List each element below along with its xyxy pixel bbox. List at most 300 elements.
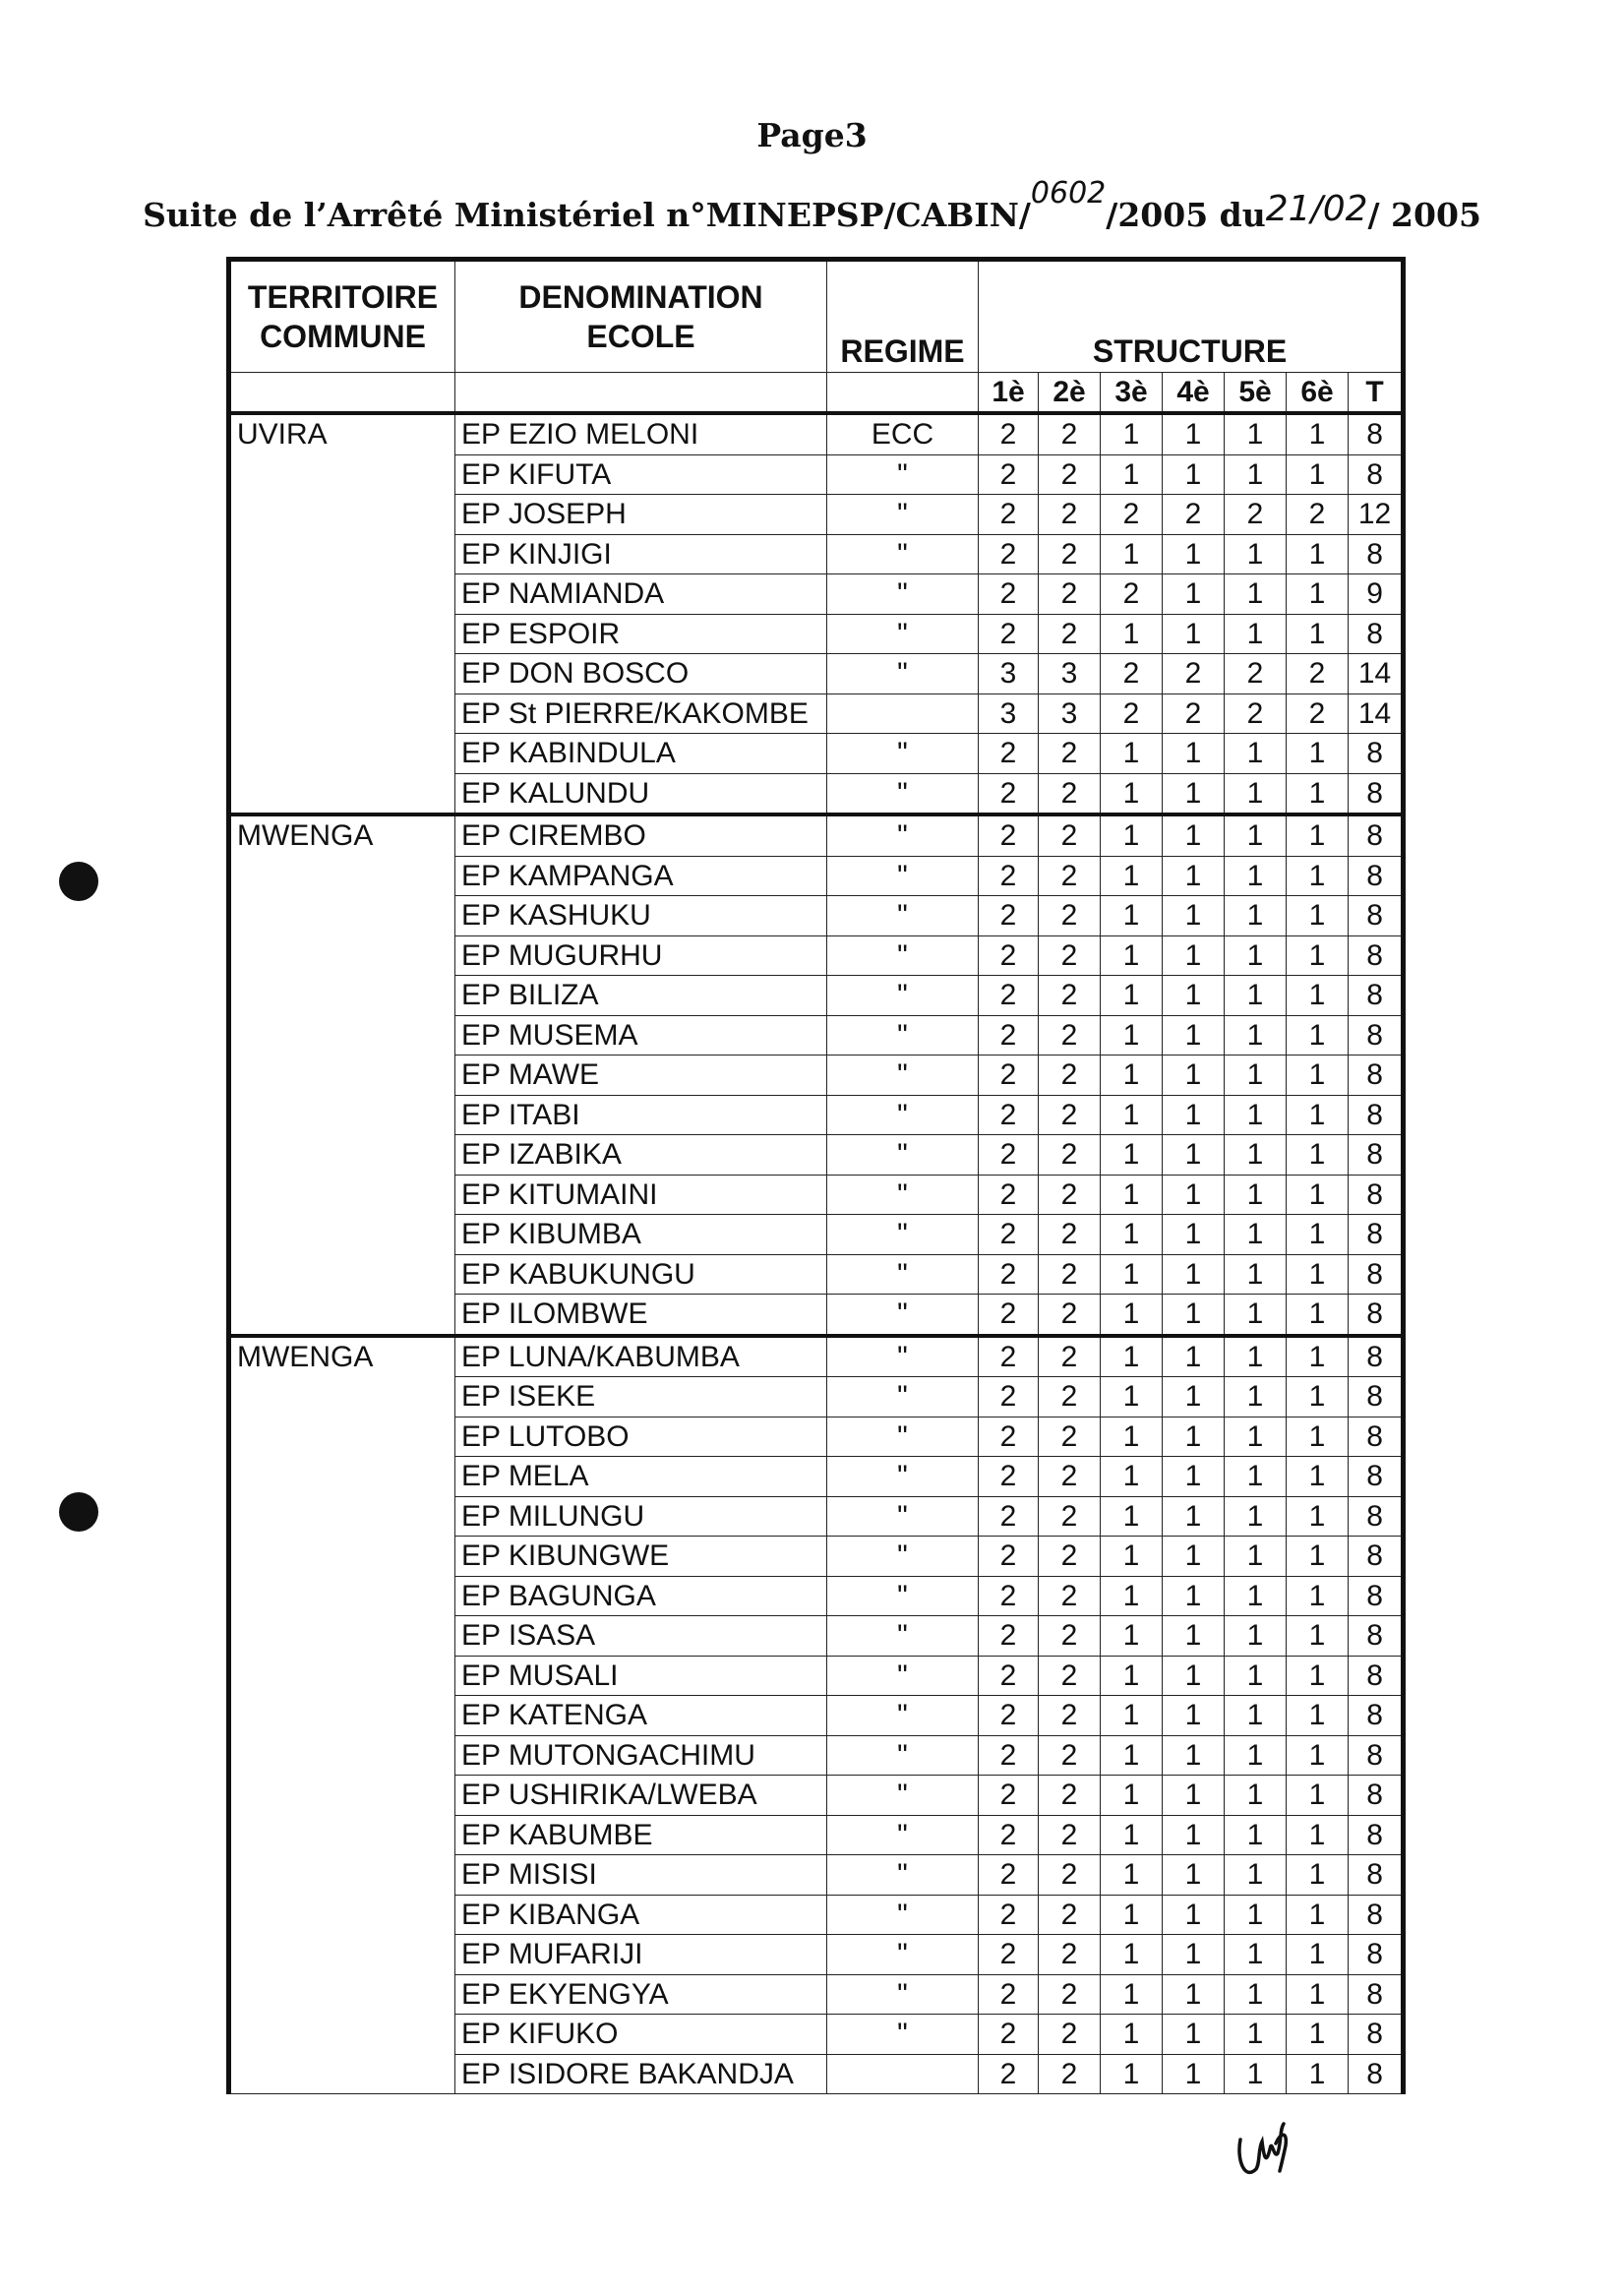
structure-cell-4e: 1 xyxy=(1163,1576,1225,1616)
structure-cell-3e: 1 xyxy=(1101,1616,1163,1657)
structure-cell-5e: 1 xyxy=(1225,1815,1287,1855)
structure-cell-4e: 1 xyxy=(1163,1735,1225,1776)
school-name-cell: EP JOSEPH xyxy=(455,495,827,535)
structure-cell-4e: 1 xyxy=(1163,614,1225,654)
structure-cell-total: 8 xyxy=(1349,1336,1404,1377)
structure-cell-6e: 1 xyxy=(1287,1735,1349,1776)
school-name-cell: EP KIBUMBA xyxy=(455,1215,827,1255)
regime-cell: " xyxy=(827,1135,979,1176)
structure-cell-2e: 2 xyxy=(1039,814,1101,856)
structure-cell-3e: 1 xyxy=(1101,856,1163,896)
decree-date-separator: / xyxy=(1310,189,1323,229)
structure-cell-total: 8 xyxy=(1349,1576,1404,1616)
structure-cell-3e: 2 xyxy=(1101,694,1163,734)
structure-cell-5e: 1 xyxy=(1225,1417,1287,1457)
structure-cell-2e: 2 xyxy=(1039,1815,1101,1855)
structure-cell-2e: 2 xyxy=(1039,534,1101,574)
structure-cell-3e: 1 xyxy=(1101,1815,1163,1855)
school-name-cell: EP EKYENGYA xyxy=(455,1974,827,2015)
punch-hole xyxy=(59,862,98,901)
table-body xyxy=(229,413,1404,2094)
structure-cell-1e: 2 xyxy=(979,1056,1039,1096)
structure-cell-5e: 1 xyxy=(1225,896,1287,936)
structure-cell-6e: 1 xyxy=(1287,1135,1349,1176)
school-name-cell: EP MUSALI xyxy=(455,1656,827,1696)
school-name-cell: EP CIREMBO xyxy=(455,814,827,856)
page-title: Page3 xyxy=(756,116,868,154)
structure-cell-2e: 2 xyxy=(1039,935,1101,976)
structure-cell-4e: 1 xyxy=(1163,814,1225,856)
structure-cell-total: 8 xyxy=(1349,773,1404,814)
structure-cell-2e: 2 xyxy=(1039,896,1101,936)
structure-cell-6e: 2 xyxy=(1287,654,1349,694)
structure-cell-5e: 1 xyxy=(1225,1735,1287,1776)
school-name-cell: EP BAGUNGA xyxy=(455,1576,827,1616)
regime-cell: " xyxy=(827,1295,979,1336)
structure-cell-3e: 1 xyxy=(1101,2054,1163,2094)
structure-cell-total: 8 xyxy=(1349,1015,1404,1056)
table-row xyxy=(229,1336,1404,1377)
school-name-cell: EP St PIERRE/KAKOMBE xyxy=(455,694,827,734)
structure-cell-4e: 1 xyxy=(1163,1215,1225,1255)
structure-cell-2e: 2 xyxy=(1039,413,1101,454)
header-denomination-ecole xyxy=(455,260,827,373)
structure-cell-3e: 1 xyxy=(1101,1056,1163,1096)
structure-cell-6e: 1 xyxy=(1287,1377,1349,1417)
regime-cell: " xyxy=(827,1175,979,1215)
structure-cell-3e: 1 xyxy=(1101,773,1163,814)
structure-cell-3e: 1 xyxy=(1101,413,1163,454)
structure-cell-4e: 1 xyxy=(1163,1815,1225,1855)
structure-cell-total: 8 xyxy=(1349,1254,1404,1295)
header-col-2e: 2è xyxy=(1039,373,1101,414)
structure-cell-total: 8 xyxy=(1349,1457,1404,1497)
structure-cell-3e: 1 xyxy=(1101,1254,1163,1295)
structure-cell-5e: 1 xyxy=(1225,1895,1287,1935)
structure-cell-2e: 3 xyxy=(1039,694,1101,734)
handwritten-initials xyxy=(1234,2120,1313,2189)
regime-cell: " xyxy=(827,856,979,896)
structure-cell-5e: 1 xyxy=(1225,935,1287,976)
structure-cell-total: 8 xyxy=(1349,1095,1404,1135)
regime-cell: " xyxy=(827,495,979,535)
structure-cell-6e: 1 xyxy=(1287,976,1349,1016)
structure-cell-5e: 1 xyxy=(1225,1457,1287,1497)
structure-cell-4e: 1 xyxy=(1163,1496,1225,1537)
structure-cell-3e: 1 xyxy=(1101,2015,1163,2055)
school-name-cell: EP KIBUNGWE xyxy=(455,1537,827,1577)
structure-cell-4e: 1 xyxy=(1163,1895,1225,1935)
regime-cell xyxy=(827,694,979,734)
structure-cell-4e: 2 xyxy=(1163,694,1225,734)
structure-cell-total: 8 xyxy=(1349,1776,1404,1816)
school-name-cell: EP ILOMBWE xyxy=(455,1295,827,1336)
structure-cell-1e: 2 xyxy=(979,1175,1039,1215)
structure-cell-total: 8 xyxy=(1349,2054,1404,2094)
structure-cell-total: 8 xyxy=(1349,935,1404,976)
structure-cell-4e: 1 xyxy=(1163,1135,1225,1176)
structure-cell-3e: 2 xyxy=(1101,495,1163,535)
structure-cell-2e: 2 xyxy=(1039,1895,1101,1935)
structure-cell-total: 8 xyxy=(1349,413,1404,454)
regime-cell: ECC xyxy=(827,413,979,454)
structure-cell-1e: 2 xyxy=(979,454,1039,495)
structure-cell-1e: 2 xyxy=(979,2054,1039,2094)
structure-cell-3e: 1 xyxy=(1101,1135,1163,1176)
structure-cell-4e: 1 xyxy=(1163,1616,1225,1657)
structure-cell-1e: 2 xyxy=(979,896,1039,936)
structure-cell-2e: 2 xyxy=(1039,1776,1101,1816)
structure-cell-2e: 2 xyxy=(1039,1496,1101,1537)
structure-cell-5e: 1 xyxy=(1225,1776,1287,1816)
structure-cell-3e: 1 xyxy=(1101,1175,1163,1215)
structure-cell-4e: 1 xyxy=(1163,734,1225,774)
school-name-cell: EP MUSEMA xyxy=(455,1015,827,1056)
structure-cell-6e: 1 xyxy=(1287,574,1349,615)
structure-cell-2e: 2 xyxy=(1039,1015,1101,1056)
structure-cell-6e: 1 xyxy=(1287,1095,1349,1135)
structure-cell-5e: 1 xyxy=(1225,1935,1287,1975)
structure-cell-1e: 2 xyxy=(979,1336,1039,1377)
structure-cell-5e: 1 xyxy=(1225,1576,1287,1616)
structure-cell-3e: 1 xyxy=(1101,1417,1163,1457)
structure-cell-2e: 2 xyxy=(1039,976,1101,1016)
header-col-total: T xyxy=(1349,373,1404,414)
regime-cell: " xyxy=(827,1616,979,1657)
structure-cell-total: 8 xyxy=(1349,896,1404,936)
structure-cell-total: 8 xyxy=(1349,734,1404,774)
structure-cell-2e: 2 xyxy=(1039,2015,1101,2055)
structure-cell-total: 8 xyxy=(1349,1696,1404,1736)
regime-cell: " xyxy=(827,1895,979,1935)
structure-cell-6e: 1 xyxy=(1287,2054,1349,2094)
structure-cell-5e: 1 xyxy=(1225,454,1287,495)
structure-cell-total: 8 xyxy=(1349,1496,1404,1537)
punch-hole xyxy=(59,1492,98,1532)
structure-cell-1e: 2 xyxy=(979,1295,1039,1336)
header-commune: COMMUNE xyxy=(260,319,426,354)
structure-cell-3e: 1 xyxy=(1101,1015,1163,1056)
decree-reference xyxy=(0,176,1624,235)
structure-cell-5e: 2 xyxy=(1225,654,1287,694)
regime-cell: " xyxy=(827,1336,979,1377)
structure-cell-6e: 1 xyxy=(1287,1336,1349,1377)
decree-number-handwritten: 0602 xyxy=(1030,176,1107,211)
structure-cell-6e: 1 xyxy=(1287,454,1349,495)
structure-cell-5e: 1 xyxy=(1225,2054,1287,2094)
structure-cell-5e: 1 xyxy=(1225,814,1287,856)
structure-cell-1e: 2 xyxy=(979,1496,1039,1537)
structure-cell-total: 8 xyxy=(1349,856,1404,896)
structure-cell-6e: 1 xyxy=(1287,1656,1349,1696)
structure-cell-1e: 2 xyxy=(979,1377,1039,1417)
structure-cell-total: 8 xyxy=(1349,1417,1404,1457)
structure-cell-4e: 1 xyxy=(1163,2054,1225,2094)
regime-cell: " xyxy=(827,574,979,615)
school-name-cell: EP KIFUKO xyxy=(455,2015,827,2055)
structure-cell-4e: 1 xyxy=(1163,454,1225,495)
header-col-1e: 1è xyxy=(979,373,1039,414)
structure-cell-3e: 1 xyxy=(1101,1095,1163,1135)
structure-cell-2e: 2 xyxy=(1039,1735,1101,1776)
header-col-6e: 6è xyxy=(1287,373,1349,414)
territoire-cell: MWENGA xyxy=(229,1336,455,2094)
structure-cell-3e: 1 xyxy=(1101,1696,1163,1736)
structure-cell-1e: 2 xyxy=(979,976,1039,1016)
school-name-cell: EP KIBANGA xyxy=(455,1895,827,1935)
structure-cell-4e: 1 xyxy=(1163,2015,1225,2055)
structure-cell-3e: 1 xyxy=(1101,1336,1163,1377)
structure-cell-6e: 1 xyxy=(1287,1855,1349,1896)
structure-cell-4e: 1 xyxy=(1163,1417,1225,1457)
structure-cell-6e: 1 xyxy=(1287,1457,1349,1497)
structure-cell-2e: 2 xyxy=(1039,1095,1101,1135)
structure-cell-5e: 2 xyxy=(1225,495,1287,535)
structure-cell-1e: 2 xyxy=(979,856,1039,896)
school-name-cell: EP USHIRIKA/LWEBA xyxy=(455,1776,827,1816)
territoire-cell: UVIRA xyxy=(229,413,455,814)
structure-cell-6e: 1 xyxy=(1287,1537,1349,1577)
structure-cell-4e: 1 xyxy=(1163,1696,1225,1736)
structure-cell-3e: 1 xyxy=(1101,896,1163,936)
structure-cell-1e: 3 xyxy=(979,694,1039,734)
structure-cell-6e: 1 xyxy=(1287,1616,1349,1657)
structure-cell-6e: 1 xyxy=(1287,534,1349,574)
structure-cell-1e: 2 xyxy=(979,1895,1039,1935)
structure-cell-6e: 1 xyxy=(1287,1815,1349,1855)
structure-cell-6e: 1 xyxy=(1287,814,1349,856)
structure-cell-1e: 2 xyxy=(979,814,1039,856)
structure-cell-2e: 2 xyxy=(1039,1457,1101,1497)
structure-cell-5e: 1 xyxy=(1225,1295,1287,1336)
structure-cell-5e: 2 xyxy=(1225,694,1287,734)
structure-cell-4e: 1 xyxy=(1163,896,1225,936)
structure-cell-2e: 2 xyxy=(1039,1616,1101,1657)
regime-cell: " xyxy=(827,2015,979,2055)
regime-cell: " xyxy=(827,1815,979,1855)
structure-cell-5e: 1 xyxy=(1225,1656,1287,1696)
regime-cell: " xyxy=(827,1537,979,1577)
structure-cell-1e: 2 xyxy=(979,935,1039,976)
structure-cell-6e: 1 xyxy=(1287,856,1349,896)
structure-cell-1e: 2 xyxy=(979,2015,1039,2055)
structure-cell-total: 8 xyxy=(1349,1175,1404,1215)
regime-cell: " xyxy=(827,976,979,1016)
regime-cell: " xyxy=(827,1935,979,1975)
structure-cell-3e: 1 xyxy=(1101,1855,1163,1896)
regime-cell: " xyxy=(827,1974,979,2015)
header-territoire-commune xyxy=(229,260,455,373)
structure-cell-total: 9 xyxy=(1349,574,1404,615)
structure-cell-total: 8 xyxy=(1349,1735,1404,1776)
structure-cell-5e: 1 xyxy=(1225,1254,1287,1295)
structure-cell-5e: 1 xyxy=(1225,1696,1287,1736)
structure-cell-4e: 1 xyxy=(1163,856,1225,896)
structure-cell-2e: 2 xyxy=(1039,1336,1101,1377)
structure-cell-6e: 1 xyxy=(1287,896,1349,936)
structure-cell-3e: 1 xyxy=(1101,1295,1163,1336)
structure-cell-2e: 2 xyxy=(1039,734,1101,774)
school-name-cell: EP KATENGA xyxy=(455,1696,827,1736)
school-name-cell: EP ISASA xyxy=(455,1616,827,1657)
structure-cell-3e: 1 xyxy=(1101,454,1163,495)
structure-cell-3e: 1 xyxy=(1101,1537,1163,1577)
structure-cell-2e: 2 xyxy=(1039,495,1101,535)
school-name-cell: EP LUTOBO xyxy=(455,1417,827,1457)
decree-prefix: Suite de l’Arrêté Ministériel n°MINEPSP/CABIN/ xyxy=(143,196,1031,234)
regime-cell: " xyxy=(827,1457,979,1497)
structure-cell-1e: 2 xyxy=(979,1696,1039,1736)
structure-cell-6e: 1 xyxy=(1287,1696,1349,1736)
structure-cell-total: 8 xyxy=(1349,1537,1404,1577)
structure-cell-3e: 1 xyxy=(1101,1656,1163,1696)
school-name-cell: EP MUFARIJI xyxy=(455,1935,827,1975)
regime-cell: " xyxy=(827,1254,979,1295)
structure-cell-1e: 2 xyxy=(979,413,1039,454)
structure-cell-4e: 1 xyxy=(1163,1776,1225,1816)
header-structure: STRUCTURE xyxy=(979,260,1404,373)
structure-cell-5e: 1 xyxy=(1225,2015,1287,2055)
regime-cell: " xyxy=(827,1417,979,1457)
structure-cell-3e: 1 xyxy=(1101,1935,1163,1975)
structure-cell-1e: 2 xyxy=(979,1417,1039,1457)
structure-cell-3e: 1 xyxy=(1101,734,1163,774)
structure-cell-6e: 1 xyxy=(1287,1576,1349,1616)
structure-cell-4e: 1 xyxy=(1163,1095,1225,1135)
structure-cell-total: 8 xyxy=(1349,454,1404,495)
structure-cell-5e: 1 xyxy=(1225,1855,1287,1896)
structure-cell-total: 8 xyxy=(1349,1135,1404,1176)
structure-cell-3e: 1 xyxy=(1101,814,1163,856)
structure-cell-4e: 2 xyxy=(1163,654,1225,694)
structure-cell-3e: 1 xyxy=(1101,1496,1163,1537)
structure-cell-1e: 2 xyxy=(979,1974,1039,2015)
structure-cell-total: 8 xyxy=(1349,1295,1404,1336)
school-name-cell: EP MUGURHU xyxy=(455,935,827,976)
structure-cell-2e: 2 xyxy=(1039,454,1101,495)
structure-cell-1e: 2 xyxy=(979,1095,1039,1135)
regime-cell: " xyxy=(827,734,979,774)
structure-cell-total: 8 xyxy=(1349,534,1404,574)
structure-cell-1e: 2 xyxy=(979,1735,1039,1776)
structure-cell-4e: 1 xyxy=(1163,1175,1225,1215)
structure-cell-6e: 1 xyxy=(1287,1895,1349,1935)
school-name-cell: EP LUNA/KABUMBA xyxy=(455,1336,827,1377)
school-name-cell: EP ISEKE xyxy=(455,1377,827,1417)
regime-cell: " xyxy=(827,454,979,495)
regime-cell: " xyxy=(827,614,979,654)
structure-cell-1e: 2 xyxy=(979,1776,1039,1816)
structure-cell-2e: 2 xyxy=(1039,1855,1101,1896)
structure-cell-4e: 1 xyxy=(1163,574,1225,615)
structure-cell-total: 12 xyxy=(1349,495,1404,535)
school-name-cell: EP KIFUTA xyxy=(455,454,827,495)
structure-cell-5e: 1 xyxy=(1225,1616,1287,1657)
structure-cell-4e: 1 xyxy=(1163,1336,1225,1377)
structure-cell-total: 14 xyxy=(1349,654,1404,694)
structure-cell-3e: 1 xyxy=(1101,1735,1163,1776)
school-name-cell: EP KABUKUNGU xyxy=(455,1254,827,1295)
structure-cell-2e: 2 xyxy=(1039,1935,1101,1975)
structure-cell-2e: 2 xyxy=(1039,574,1101,615)
structure-cell-1e: 2 xyxy=(979,1815,1039,1855)
structure-cell-6e: 1 xyxy=(1287,1417,1349,1457)
header-ecole: ECOLE xyxy=(586,319,695,354)
structure-cell-total: 8 xyxy=(1349,1935,1404,1975)
structure-cell-6e: 1 xyxy=(1287,1776,1349,1816)
structure-cell-3e: 1 xyxy=(1101,1576,1163,1616)
regime-cell: " xyxy=(827,1056,979,1096)
header-col-4e: 4è xyxy=(1163,373,1225,414)
structure-cell-4e: 1 xyxy=(1163,1974,1225,2015)
structure-cell-4e: 1 xyxy=(1163,1377,1225,1417)
structure-cell-5e: 1 xyxy=(1225,1015,1287,1056)
structure-cell-4e: 1 xyxy=(1163,1935,1225,1975)
regime-cell: " xyxy=(827,935,979,976)
structure-cell-1e: 2 xyxy=(979,495,1039,535)
structure-cell-total: 8 xyxy=(1349,976,1404,1016)
structure-cell-6e: 2 xyxy=(1287,694,1349,734)
structure-cell-3e: 1 xyxy=(1101,935,1163,976)
structure-cell-total: 8 xyxy=(1349,614,1404,654)
structure-cell-total: 8 xyxy=(1349,1656,1404,1696)
structure-cell-3e: 2 xyxy=(1101,574,1163,615)
school-name-cell: EP KABUMBE xyxy=(455,1815,827,1855)
structure-cell-3e: 1 xyxy=(1101,1377,1163,1417)
structure-cell-5e: 1 xyxy=(1225,1215,1287,1255)
structure-cell-total: 8 xyxy=(1349,1215,1404,1255)
regime-cell: " xyxy=(827,896,979,936)
structure-cell-2e: 2 xyxy=(1039,1537,1101,1577)
structure-cell-2e: 2 xyxy=(1039,1576,1101,1616)
school-name-cell: EP NAMIANDA xyxy=(455,574,827,615)
regime-cell: " xyxy=(827,773,979,814)
structure-cell-3e: 1 xyxy=(1101,614,1163,654)
header-blank xyxy=(455,373,827,414)
header-col-3e: 3è xyxy=(1101,373,1163,414)
school-name-cell: EP KALUNDU xyxy=(455,773,827,814)
structure-cell-5e: 1 xyxy=(1225,614,1287,654)
school-name-cell: EP MAWE xyxy=(455,1056,827,1096)
regime-cell: " xyxy=(827,1855,979,1896)
structure-cell-2e: 2 xyxy=(1039,856,1101,896)
structure-cell-2e: 2 xyxy=(1039,773,1101,814)
structure-cell-4e: 1 xyxy=(1163,1656,1225,1696)
school-name-cell: EP MUTONGACHIMU xyxy=(455,1735,827,1776)
structure-cell-5e: 1 xyxy=(1225,1974,1287,2015)
structure-cell-2e: 2 xyxy=(1039,1417,1101,1457)
structure-cell-6e: 1 xyxy=(1287,1254,1349,1295)
structure-cell-5e: 1 xyxy=(1225,534,1287,574)
header-blank xyxy=(827,373,979,414)
structure-cell-5e: 1 xyxy=(1225,773,1287,814)
structure-cell-3e: 1 xyxy=(1101,1215,1163,1255)
structure-cell-total: 14 xyxy=(1349,694,1404,734)
structure-cell-4e: 1 xyxy=(1163,1015,1225,1056)
school-name-cell: EP MISISI xyxy=(455,1855,827,1896)
structure-cell-4e: 1 xyxy=(1163,1295,1225,1336)
regime-cell: " xyxy=(827,1215,979,1255)
structure-cell-2e: 3 xyxy=(1039,654,1101,694)
structure-cell-total: 8 xyxy=(1349,2015,1404,2055)
structure-cell-total: 8 xyxy=(1349,1895,1404,1935)
regime-cell: " xyxy=(827,1496,979,1537)
regime-cell: " xyxy=(827,654,979,694)
header-territoire: TERRITOIRE xyxy=(247,279,439,315)
school-name-cell: EP KASHUKU xyxy=(455,896,827,936)
decree-middle: /2005 du xyxy=(1106,196,1266,234)
structure-cell-6e: 2 xyxy=(1287,495,1349,535)
